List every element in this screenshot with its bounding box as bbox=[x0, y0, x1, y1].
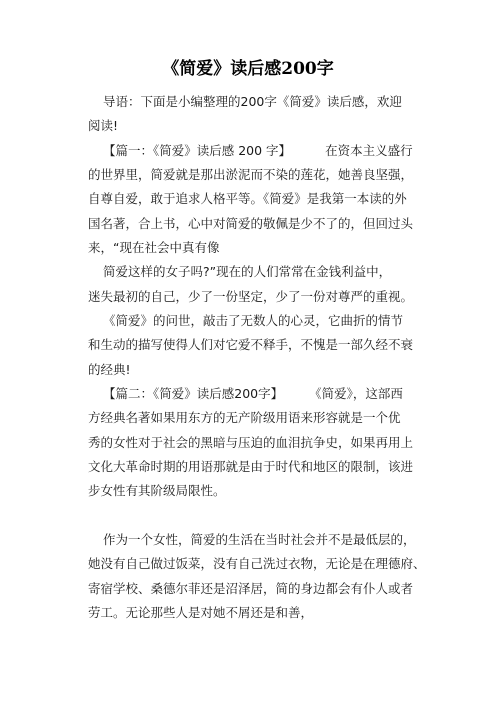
paragraph-line: 劳工。无论那些人是对她不屑还是和善， bbox=[88, 605, 314, 620]
paragraph-line: 和生动的描写使得人们对它爱不释手，不愧是一部久经不衰 bbox=[88, 337, 414, 352]
paragraph-line: 她没有自己做过饭菜，没有自己洗过衣物，无论是在理德府、 bbox=[88, 556, 426, 571]
document-title: 《简爱》读后感200字 bbox=[162, 59, 334, 79]
paragraph-line: 迷失最初的自己，少了一份坚定，少了一份对尊严的重视。 bbox=[88, 289, 414, 304]
paragraph-line: 的经典! bbox=[88, 362, 131, 377]
paragraph-line: 《简爱》的问世，敲击了无数人的心灵，它曲折的情节 bbox=[103, 313, 404, 328]
paragraph-line: 秀的女性对于社会的黑暗与压迫的血泪抗争史，如果再用上 bbox=[88, 435, 414, 450]
section-heading: 【篇二：《简爱》读后感200字】 bbox=[103, 386, 284, 401]
paragraph-line: 作为一个女性，简爱的生活在当时社会并不是最低层的， bbox=[103, 532, 416, 547]
paragraph-line: 来，“现在社会中真有像 bbox=[88, 240, 220, 255]
paragraph-line: 的世界里，简爱就是那出淤泥而不染的莲花，她善良坚强， bbox=[88, 167, 414, 182]
paragraph-text: 《简爱》，这部西 bbox=[309, 386, 403, 401]
paragraph-line: 方经典名著如果用东方的无产阶级用语来形容就是一个优 bbox=[88, 410, 401, 425]
section-heading-line bbox=[103, 142, 463, 160]
paragraph-line: 阅读! bbox=[88, 118, 119, 133]
paragraph-line: 文化大革命时期的用语那就是由于时代和地区的限制，该进 bbox=[88, 459, 414, 474]
paragraph-line: 寄宿学校、桑德尔菲还是沼泽居，简的身边都会有仆人或者 bbox=[88, 581, 414, 596]
paragraph-line: 自尊自爱，敢于追求人格平等。《简爱》是我第一本读的外 bbox=[88, 191, 407, 206]
paragraph-text: 在资本主义盛行 bbox=[325, 143, 413, 158]
paragraph-line: 简爱这样的女子吗?”现在的人们常常在金钱利益中， bbox=[103, 264, 392, 279]
paragraph-line: 步女性有其阶级局限性。 bbox=[88, 483, 226, 498]
paragraph-line: 国名著，合上书，心中对简爱的敬佩是少不了的，但回过头 bbox=[88, 216, 414, 231]
section-heading-line bbox=[103, 385, 463, 403]
section-heading: 【篇一：《简爱》读后感 200 字】 bbox=[103, 143, 292, 158]
paragraph-line: 导语：下面是小编整理的200字《简爱》读后感，欢迎 bbox=[103, 94, 402, 109]
